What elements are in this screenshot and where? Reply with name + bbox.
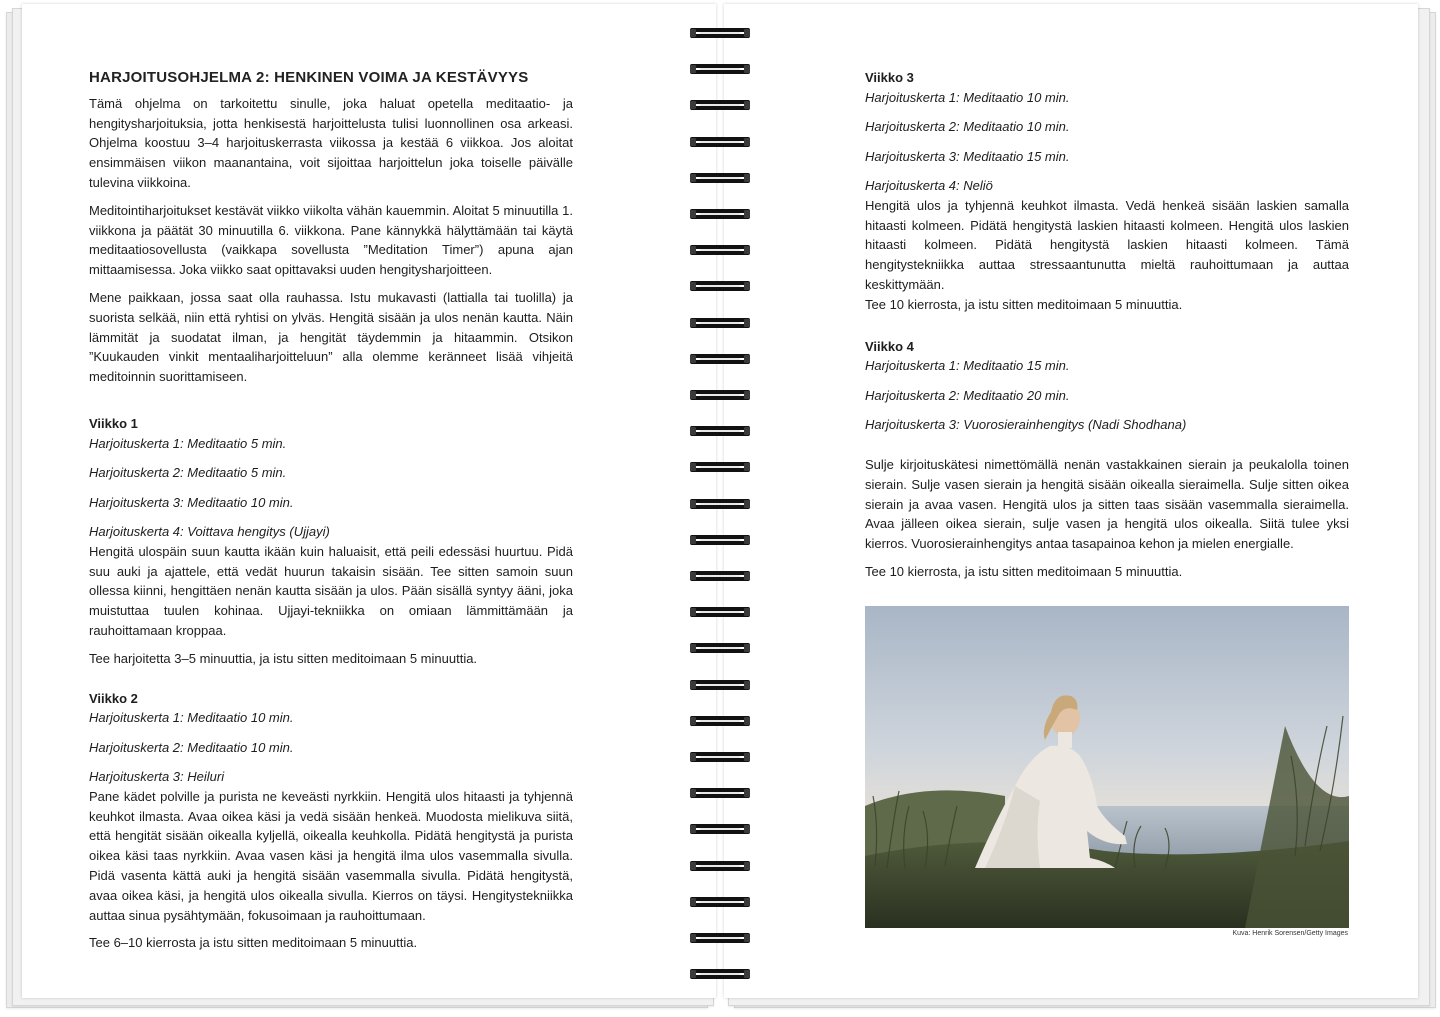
spiral-ring <box>688 279 752 293</box>
session-item: Harjoituskerta 4: Voittava hengitys (Ujjayi) <box>89 523 330 539</box>
spiral-ring <box>688 569 752 583</box>
week-heading: Viikko 3 <box>865 70 914 85</box>
meditation-photo <box>865 606 1349 928</box>
spiral-ring <box>688 388 752 402</box>
spiral-ring <box>688 243 752 257</box>
session-item: Harjoituskerta 3: Meditaatio 15 min. <box>865 148 1070 164</box>
spiral-ring <box>688 786 752 800</box>
exercise-description: Hengitä ulos ja tyhjennä keuhkot ilmasta. Vedä henkeä sisään laskien samalla hitaasti kolmeen. Pidätä hengitystä laskien hitaasti kolmeen. Hengitä ulos laskien hitaasti kolmeen. Pidätä hengitystä laskien hitaasti kolmeen. Tämä hengitystekniikka auttaa stressaantunutta mieltä rauhoittumaan ja auttaa keskittymään. <box>865 197 1349 292</box>
week-heading: Viikko 1 <box>89 415 138 431</box>
spiral-ring <box>688 678 752 692</box>
session-item: Harjoituskerta 1: Meditaatio 5 min. <box>89 435 287 451</box>
exercise-repetitions: Tee 10 kierrosta, ja istu sitten meditoimaan 5 minuuttia. <box>865 563 1183 579</box>
spiral-ring <box>688 135 752 149</box>
spiral-ring <box>688 533 752 547</box>
exercise-description: Pane kädet polville ja purista ne keveästi nyrkkiin. Hengitä ulos hitaasti ja tyhjennä keuhkot ilmasta. Avaa oikea käsi ja vedä sisään henkeä. Muodosta mielikuva siitä, että hengität sisään oikealla kyljellä, oikealla keuhkolla. Pidätä hengitystä ja purista oikea käsi taas nyrkkiin. Avaa vasen käsi ja hengitä ilma ulos vasemmalla sivulla. Pidä vasenta kättä auki ja hengitä sisään vasemmalla sivulla. Pidätä hengitystä, avaa oikea käsi, ja hengitä ulos oikealla sivulla. Kierros on täysi. Hengitystekniikka auttaa sinua pysähtymään, fokusoimaan ja rauhoittumaan. <box>89 788 573 923</box>
session-item: Harjoituskerta 3: Meditaatio 10 min. <box>89 494 294 510</box>
exercise-repetitions: Tee 10 kierrosta, ja istu sitten meditoimaan 5 minuuttia. <box>865 296 1183 312</box>
spiral-ring <box>688 605 752 619</box>
intro-paragraph: Mene paikkaan, jossa saat olla rauhassa. Istu mukavasti (lattialla tai tuolilla) ja suorista selkää, niin että ryhtisi on ylväs. Hengitä sisään ja ulos nenän kautta. Näin lämmität ja suodatat ilman, ja hengität täydemmin ja hitaammin. Otsikon ”Kuukauden vinkit mentaaliharjoitteluun” alla olemme keränneet lisää vihjeitä meditoinnin suorittamiseen. <box>89 289 573 385</box>
session-item: Harjoituskerta 1: Meditaatio 10 min. <box>89 710 294 726</box>
spiral-ring <box>688 26 752 40</box>
week-heading: Viikko 4 <box>865 338 914 354</box>
week-2-section <box>89 689 573 954</box>
spiral-ring <box>688 98 752 112</box>
session-item: Harjoituskerta 2: Meditaatio 5 min. <box>89 465 287 481</box>
session-item: Harjoituskerta 1: Meditaatio 15 min. <box>865 358 1070 374</box>
spiral-ring <box>688 352 752 366</box>
spiral-ring <box>688 207 752 221</box>
session-item: Harjoituskerta 4: Neliö <box>865 177 993 193</box>
week-3-section <box>865 68 1349 315</box>
spiral-ring <box>688 859 752 873</box>
exercise-description: Hengitä ulospäin suun kautta ikään kuin haluaisit, että peili edessäsi huurtuu. Pidä suu auki ja ajattele, että vedät huurun takaisin sisään. Tee sitten samoin suun ollessa kiinni, hengittäen nenän kautta sisään ja ulos. Pään sisällä syntyy ääni, joka muistuttaa tuulen kohinaa. Ujjayi-tekniikka on omiaan lämmittämään ja rauhoittamaan kroppaa. <box>89 543 573 638</box>
right-column <box>865 68 1349 590</box>
spiral-ring <box>688 62 752 76</box>
exercise-description: Sulje kirjoituskätesi nimettömällä nenän vastakkainen sierain ja peukalolla toinen sierain. Sulje vasen sierain ja hengitä sisään oikealla sieraimella. Sulje sitten oikea sierain ja avaa vasen. Hengitä ulos ja sitten taas sisään vasemmalla sieraimella. Avaa jälleen oikea sierain, sulje vasen ja hengitä ulos oikealla. Siitä tulee yksi kierros. Vuorosierainhengitys antaa tasapainoa kehon ja mielen energialle. <box>865 456 1349 552</box>
exercise-repetitions: Tee harjoitetta 3–5 minuuttia, ja istu sitten meditoimaan 5 minuuttia. <box>89 650 478 666</box>
spiral-ring <box>688 316 752 330</box>
spiral-ring <box>688 822 752 836</box>
spiral-ring <box>688 641 752 655</box>
spiral-ring <box>688 460 752 474</box>
week-4-section <box>865 337 1349 582</box>
spiral-ring <box>688 497 752 511</box>
spiral-ring <box>688 895 752 909</box>
spiral-ring <box>688 931 752 945</box>
spiral-ring <box>688 714 752 728</box>
session-item: Harjoituskerta 2: Meditaatio 10 min. <box>865 119 1070 135</box>
spiral-ring <box>688 171 752 185</box>
spiral-ring <box>688 424 752 438</box>
session-item: Harjoituskerta 1: Meditaatio 10 min. <box>865 89 1070 105</box>
session-item: Harjoituskerta 2: Meditaatio 20 min. <box>865 387 1070 403</box>
intro-paragraph: Meditointiharjoitukset kestävät viikko viikolta vähän kauemmin. Aloitat 5 minuutilla 1. viikkona ja päätät 30 minuutilla 6. viikkona. Pane kännykkä hälyttämään tai käytä meditaatiosovellusta (vaikkapa sovellusta ”Meditation Timer”) apuna ajan mittaamisessa. Joka viikko saat opittavaksi uuden hengitysharjoitteen. <box>89 202 573 278</box>
session-item: Harjoituskerta 2: Meditaatio 10 min. <box>89 739 294 755</box>
session-item: Harjoituskerta 3: Heiluri <box>89 769 225 785</box>
page-title: HARJOITUSOHJELMA 2: HENKINEN VOIMA JA KESTÄVYYS <box>89 69 529 86</box>
photo-caption: Kuva: Henrik Sorensen/Getty Images <box>1232 930 1348 937</box>
spiral-ring <box>688 967 752 981</box>
spiral-binding <box>688 22 752 992</box>
week-1-section <box>89 414 573 669</box>
exercise-repetitions: Tee 6–10 kierrosta ja istu sitten meditoimaan 5 minuuttia. <box>89 935 418 951</box>
session-item: Harjoituskerta 3: Vuorosierainhengitys (Nadi Shodhana) <box>865 417 1187 433</box>
left-column <box>89 68 573 961</box>
intro-paragraph: Tämä ohjelma on tarkoitettu sinulle, joka haluat opetella meditaatio- ja hengitysharjoituksia, jotta henkisestä harjoittelusta tulisi luonnollinen osa arkeasi. Ohjelma koostuu 3–4 harjoituskerrasta viikossa ja kestää 6 viikkoa. Jos aloitat ensimmäisen viikon maanantaina, voit sijoittaa harjoittelun joka toiselle päivälle tulevina viikkoina. <box>89 95 573 190</box>
spiral-ring <box>688 750 752 764</box>
week-heading: Viikko 2 <box>89 690 138 706</box>
